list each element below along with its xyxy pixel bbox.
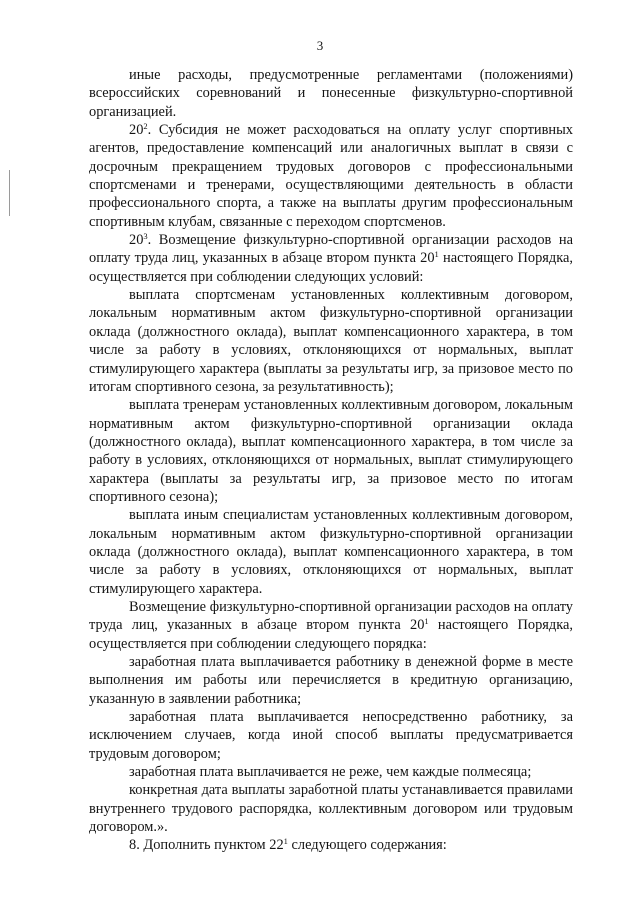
- clause-text: настоящего Порядка, осуществляется при соблюдении следующих условий:: [89, 250, 573, 285]
- paragraph-athletes-payment: выплата спортсменам установленных коллективным договором, локальным нормативным актом физкультурно-спортивной организации оклада (должностного оклада), выплат компенсационного характера, в том числе за работу в условиях, отклоняющихся от нормальных, выплат стимулирующего характера (выплаты за результаты игр, за призовое место по итогам спортивного сезона, за результативность);: [89, 287, 573, 395]
- paragraph-salary-direct: заработная плата выплачивается непосредственно работнику, за исключением случаев, когда иной способ выплаты предусматривается трудовым договором;: [89, 709, 573, 762]
- paragraph-specialists-payment: выплата иным специалистам установленных коллективным договором, локальным нормативным актом физкультурно-спортивной организации оклада (должностного оклада), выплат компенсационного характера, в том числе за работу в условиях, отклоняющихся от нормальных, выплат стимулирующего характера.: [89, 507, 573, 597]
- paragraph-item-8: [89, 836, 573, 854]
- paragraph-salary-cash-form: заработная плата выплачивается работнику в денежной форме в месте выполнения им работы или перечисляется в кредитную организацию, указанную в заявлении работника;: [89, 654, 573, 707]
- scan-edge-mark: [9, 170, 10, 216]
- paragraph-20-3: [89, 231, 573, 286]
- paragraph-other-expenses: иные расходы, предусмотренные регламентами (положениями) всероссийских соревнований и понесенные физкультурно-спортивной организацией.: [89, 67, 573, 120]
- paragraph-salary-frequency: заработная плата выплачивается не реже, чем каждые полмесяца;: [129, 764, 532, 781]
- clause-text: настоящего Порядка, осуществляется при соблюдении следующего порядка:: [89, 617, 573, 652]
- reference-superscript: 1: [434, 249, 439, 260]
- clause-superscript: 3: [143, 231, 148, 242]
- clause-text: Возмещение физкультурно-спортивной организации расходов на оплату труда лиц, указанных в абзаце втором пункта 20: [89, 598, 573, 634]
- paragraph-reimbursement-procedure: [89, 598, 573, 653]
- clause-number: 20: [129, 122, 144, 139]
- clause-text: 8. Дополнить пунктом 22: [129, 837, 284, 854]
- reference-superscript: 1: [424, 616, 429, 627]
- clause-text: . Субсидия не может расходоваться на оплату услуг спортивных агентов, предоставление компенсаций или аналогичных выплат в связи с досрочным прекращением трудовых договоров с профессиональными спортсменами и тренерами, осуществляющими деятельность в области профессионального спорта, а также на выплаты другим профессиональным спортивным клубам, связанные с переходом спортсменов.: [89, 122, 573, 230]
- document-body: [89, 66, 573, 855]
- clause-text: . Возмещение физкультурно-спортивной организации расходов на оплату труда лиц, указанных в абзаце втором пункта 20: [89, 232, 573, 267]
- page-number: 3: [316, 38, 324, 53]
- reference-superscript: 1: [283, 836, 288, 847]
- paragraph-salary-date: конкретная дата выплаты заработной платы устанавливается правилами внутреннего трудового распорядка, коллективным договором или трудовым договором.».: [89, 782, 573, 836]
- paragraph-20-2: [89, 121, 573, 231]
- clause-number: 20: [129, 232, 144, 249]
- clause-superscript: 2: [143, 121, 148, 132]
- clause-text: следующего содержания:: [287, 837, 447, 854]
- paragraph-coaches-payment: выплата тренерам установленных коллективным договором, локальным нормативным актом физкультурно-спортивной организации оклада (должностного оклада), выплат компенсационного характера, в том числе за работу в условиях, отклоняющихся от нормальных, выплат стимулирующего характера (выплаты за результаты игр, за призовое место по итогам спортивного сезона);: [89, 397, 573, 505]
